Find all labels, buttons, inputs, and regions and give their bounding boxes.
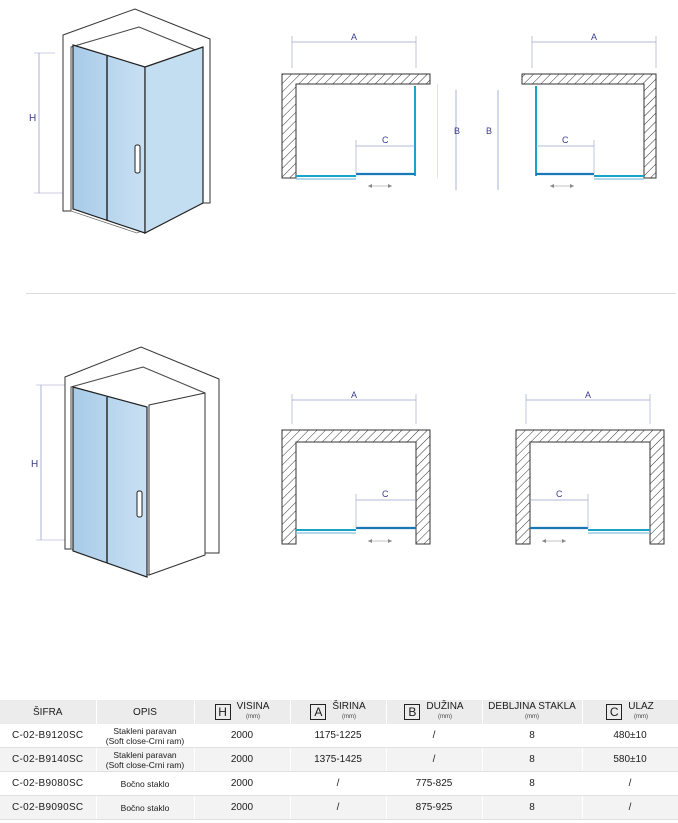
header-duzina: B DUŽINA (mm) bbox=[386, 700, 482, 724]
header-debljina: DEBLJINA STAKLA (mm) bbox=[482, 700, 582, 724]
header-sifra: ŠIFRA bbox=[0, 700, 96, 724]
dim-a-label-3: A bbox=[351, 390, 358, 400]
ulaz-icon: C bbox=[606, 704, 622, 720]
cell-sifra: C-02-B9090SC bbox=[0, 796, 96, 820]
dim-a-label-2: A bbox=[591, 32, 598, 42]
dim-b-left bbox=[484, 90, 504, 190]
cell-debljina: 8 bbox=[482, 772, 582, 796]
enclosure-3d-with-side-panel bbox=[25, 5, 225, 240]
cell-opis: Stakleni paravan (Soft close-Crni ram) bbox=[96, 724, 194, 748]
cell-opis: Bočno staklo bbox=[96, 772, 194, 796]
cell-duzina: / bbox=[386, 748, 482, 772]
cell-debljina: 8 bbox=[482, 796, 582, 820]
cell-sifra: C-02-B9120SC bbox=[0, 724, 96, 748]
cell-duzina: 875-925 bbox=[386, 796, 482, 820]
cell-visina: 2000 bbox=[194, 724, 290, 748]
plan-view-niche-1 bbox=[278, 384, 438, 554]
cell-sifra: C-02-B9140SC bbox=[0, 748, 96, 772]
visina-icon: H bbox=[215, 704, 231, 720]
spec-table bbox=[0, 700, 678, 820]
dim-h-label: H bbox=[29, 113, 37, 124]
header-ulaz: C ULAZ (mm) bbox=[582, 700, 678, 724]
table-row bbox=[0, 724, 678, 748]
duzina-icon: B bbox=[404, 704, 420, 720]
dim-c-label-2: C bbox=[562, 135, 569, 145]
dim-a-label: A bbox=[351, 32, 358, 42]
cell-sirina: / bbox=[290, 772, 386, 796]
header-opis: OPIS bbox=[96, 700, 194, 724]
dim-b-right bbox=[450, 90, 470, 190]
dim-h-label-2: H bbox=[31, 459, 39, 470]
table-row bbox=[0, 772, 678, 796]
cell-ulaz: 580±10 bbox=[582, 748, 678, 772]
header-sirina: A ŠIRINA (mm) bbox=[290, 700, 386, 724]
dim-b-label-1: B bbox=[454, 126, 461, 136]
dim-a-label-4: A bbox=[585, 390, 592, 400]
enclosure-3d-niche bbox=[25, 345, 225, 590]
dim-b-label-2: B bbox=[486, 126, 493, 136]
cell-ulaz: / bbox=[582, 796, 678, 820]
plan-view-right-side-panel bbox=[278, 28, 438, 208]
section-divider bbox=[26, 293, 676, 294]
cell-duzina: / bbox=[386, 724, 482, 748]
dim-c-label-3: C bbox=[382, 489, 389, 499]
cell-visina: 2000 bbox=[194, 748, 290, 772]
cell-duzina: 775-825 bbox=[386, 772, 482, 796]
cell-opis: Bočno staklo bbox=[96, 796, 194, 820]
cell-sirina: 1175-1225 bbox=[290, 724, 386, 748]
cell-opis: Stakleni paravan (Soft close-Crni ram) bbox=[96, 748, 194, 772]
dim-c-label-4: C bbox=[556, 489, 563, 499]
cell-debljina: 8 bbox=[482, 748, 582, 772]
plan-view-left-side-panel bbox=[520, 28, 670, 208]
cell-debljina: 8 bbox=[482, 724, 582, 748]
cell-sirina: 1375-1425 bbox=[290, 748, 386, 772]
plan-view-niche-2 bbox=[512, 384, 672, 554]
header-visina: H VISINA (mm) bbox=[194, 700, 290, 724]
cell-ulaz: 480±10 bbox=[582, 724, 678, 748]
table-header-row bbox=[0, 700, 678, 724]
cell-sirina: / bbox=[290, 796, 386, 820]
cell-visina: 2000 bbox=[194, 796, 290, 820]
table-row bbox=[0, 796, 678, 820]
cell-sifra: C-02-B9080SC bbox=[0, 772, 96, 796]
table-row bbox=[0, 748, 678, 772]
cell-ulaz: / bbox=[582, 772, 678, 796]
dim-c-label: C bbox=[382, 135, 389, 145]
cell-visina: 2000 bbox=[194, 772, 290, 796]
sirina-icon: A bbox=[310, 704, 326, 720]
